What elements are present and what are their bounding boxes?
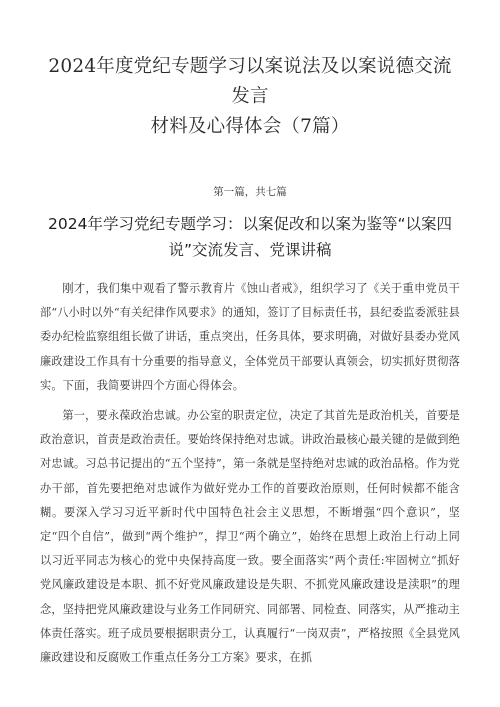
document-title-line-2: 材料及心得体会（7篇） <box>150 116 350 137</box>
section-title-line-2: 说”交流发言、党课讲稿 <box>168 241 332 259</box>
body-paragraph: 刚才，我们集中观看了警示教育片《蚀山者戒》，组织学习了《关于重申党员干部“八小时以外“有关纪律作风要求》的通知，签订了目标责任书，县纪委监委派驻县委办纪检监察组组长做了讲话，重点突出，任务具体，要求明确，对做好县委办党风廉政建设工作具有十分重要的指导意义，全体党员干部要认真领会，切实抓好贯彻落实。下面，我简要讲四个方面心得体会。 <box>40 282 460 392</box>
document-title-line-1: 2024年度党纪专题学习以案说法及以案说德交流发言 <box>48 56 452 107</box>
document-title <box>40 52 460 142</box>
chapter-label: 第一篇，共七篇 <box>213 186 287 198</box>
section-title <box>40 211 460 263</box>
section-title-line-1: 2024年学习党纪专题学习：以案促改和以案为鉴等“以案四 <box>48 215 452 233</box>
body-paragraph: 第一，要永葆政治忠诚。办公室的职责定位，决定了其首先是政治机关，首要是政治意识，首责是政治责任。要始终保持绝对忠诚。讲政治最核心最关键的是做到绝对忠诚。习总书记提出的“五个坚持”，第一条就是坚持绝对忠诚的政治品格。作为党办干部，首先要把绝对忠诚作为做好党办工作的首要政治原则，任何时候都不能含糊。要深入学习习近平新时代中国特色社会主义思想，不断增强“四个意识”，坚定“四个自信”，做到“两个维护”，捍卫“两个确立”，始终在思想上政治上行动上同以习近平同志为核心的党中央保持高度一致。要全面落实“两个责任:牢固树立“抓好党风廉政建设是本职、抓不好党风廉政建设是失职、不抓党风廉政建设是渎职”的理念，坚持把党风廉政建设与业务工作同研究、同部署、同检查、同落实，从严推动主体责任落实。班子成员要根据职责分工，认真履行“一岗双责”，严格按照《全县党风廉政建设和反腐败工作重点任务分工方案》要求，在抓 <box>40 409 460 665</box>
